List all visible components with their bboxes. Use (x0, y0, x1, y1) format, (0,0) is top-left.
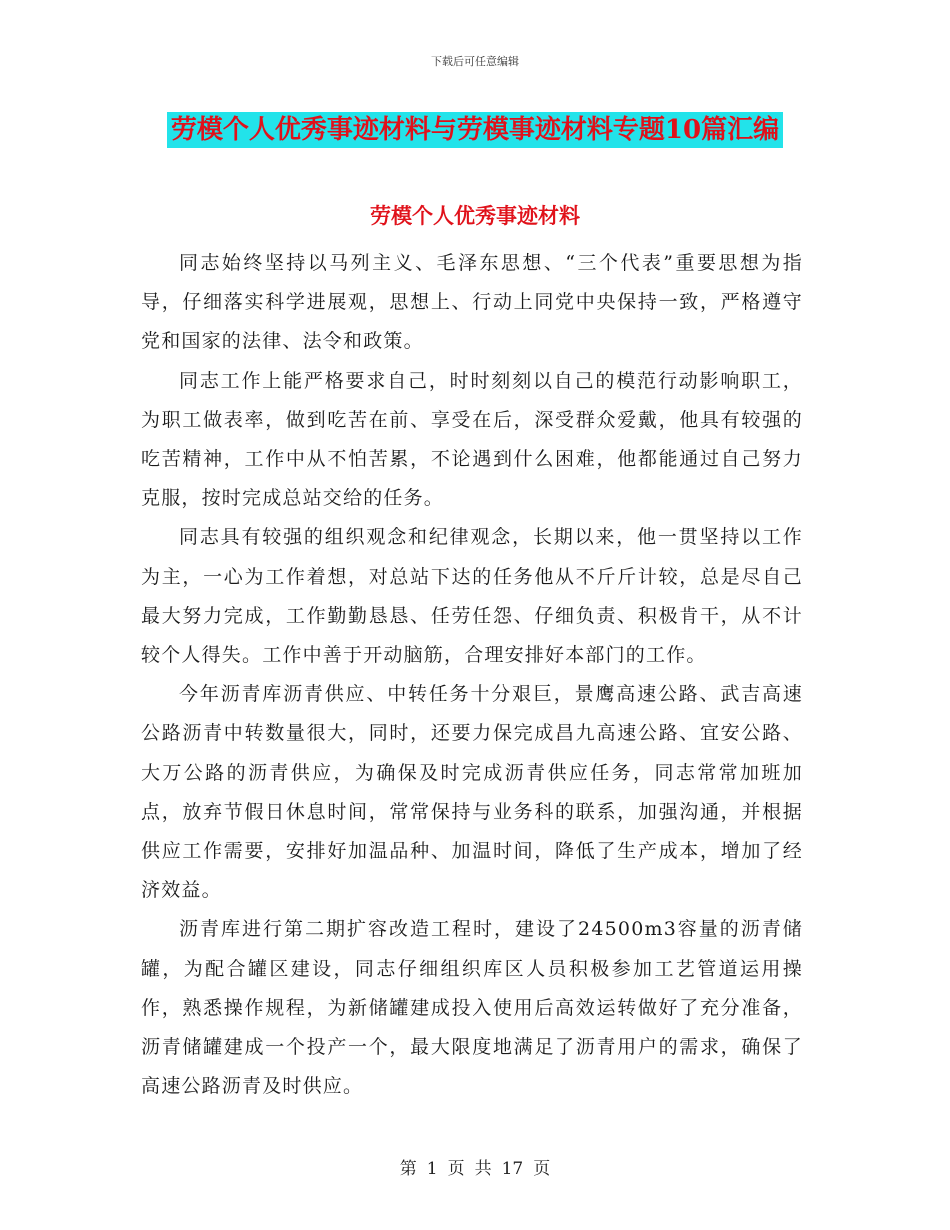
document-title: 劳模个人优秀事迹材料与劳模事迹材料专题10篇汇编 (167, 112, 783, 148)
paragraph: 同志具有较强的组织观念和纪律观念，长期以来，他一贯坚持以工作为主，一心为工作着想，对总站下达的任务他从不斤斤计较，总是尽自己最大努力完成，工作勤勤恳恳、任劳任怨、仔细负责、积极肯干，从不计较个人得失。工作中善于开动脑筋，合理安排好本部门的工作。 (141, 526, 803, 667)
footer-label-page: 第 (399, 1159, 417, 1179)
section-title: 劳模个人优秀事迹材料 (370, 203, 580, 228)
header-note: 下载后可任意编辑 (431, 55, 519, 68)
footer-label-total: 共 (474, 1159, 492, 1179)
footer-label-page-unit: 页 (447, 1159, 465, 1179)
footer-current-page: 1 (426, 1159, 438, 1179)
paragraph: 同志始终坚持以马列主义、毛泽东思想、“三个代表”重要思想为指导，仔细落实科学进展观，思想上、行动上同党中央保持一致，严格遵守党和国家的法律、法令和政策。 (141, 252, 803, 353)
paragraph: 今年沥青库沥青供应、中转任务十分艰巨，景鹰高速公路、武吉高速公路沥青中转数量很大，同时，还要力保完成昌九高速公路、宜安公路、大万公路的沥青供应，为确保及时完成沥青供应任务，同志常常加班加点，放弃节假日休息时间，常常保持与业务科的联系，加强沟通，并根据供应工作需要，安排好加温品种、加温时间，降低了生产成本，增加了经济效益。 (141, 683, 803, 902)
paragraph: 沥青库进行第二期扩容改造工程时，建设了24500m3容量的沥青储罐，为配合罐区建设，同志仔细组织库区人员积极参加工艺管道运用操作，熟悉操作规程，为新储罐建成投入使用后高效运转做好了充分准备，沥青储罐建成一个投产一个，最大限度地满足了沥青用户的需求，确保了高速公路沥青及时供应。 (141, 918, 803, 1098)
footer-total-pages: 17 (501, 1159, 524, 1179)
page-footer (0, 1154, 950, 1179)
footer-label-total-unit: 页 (533, 1159, 551, 1179)
document-body (141, 244, 803, 1106)
document-title-container (0, 112, 950, 148)
paragraph: 同志工作上能严格要求自己，时时刻刻以自己的模范行动影响职工，为职工做表率，做到吃苦在前、享受在后，深受群众爱戴，他具有较强的吃苦精神，工作中从不怕苦累，不论遇到什么困难，他都能通过自己努力克服，按时完成总站交给的任务。 (141, 369, 803, 510)
